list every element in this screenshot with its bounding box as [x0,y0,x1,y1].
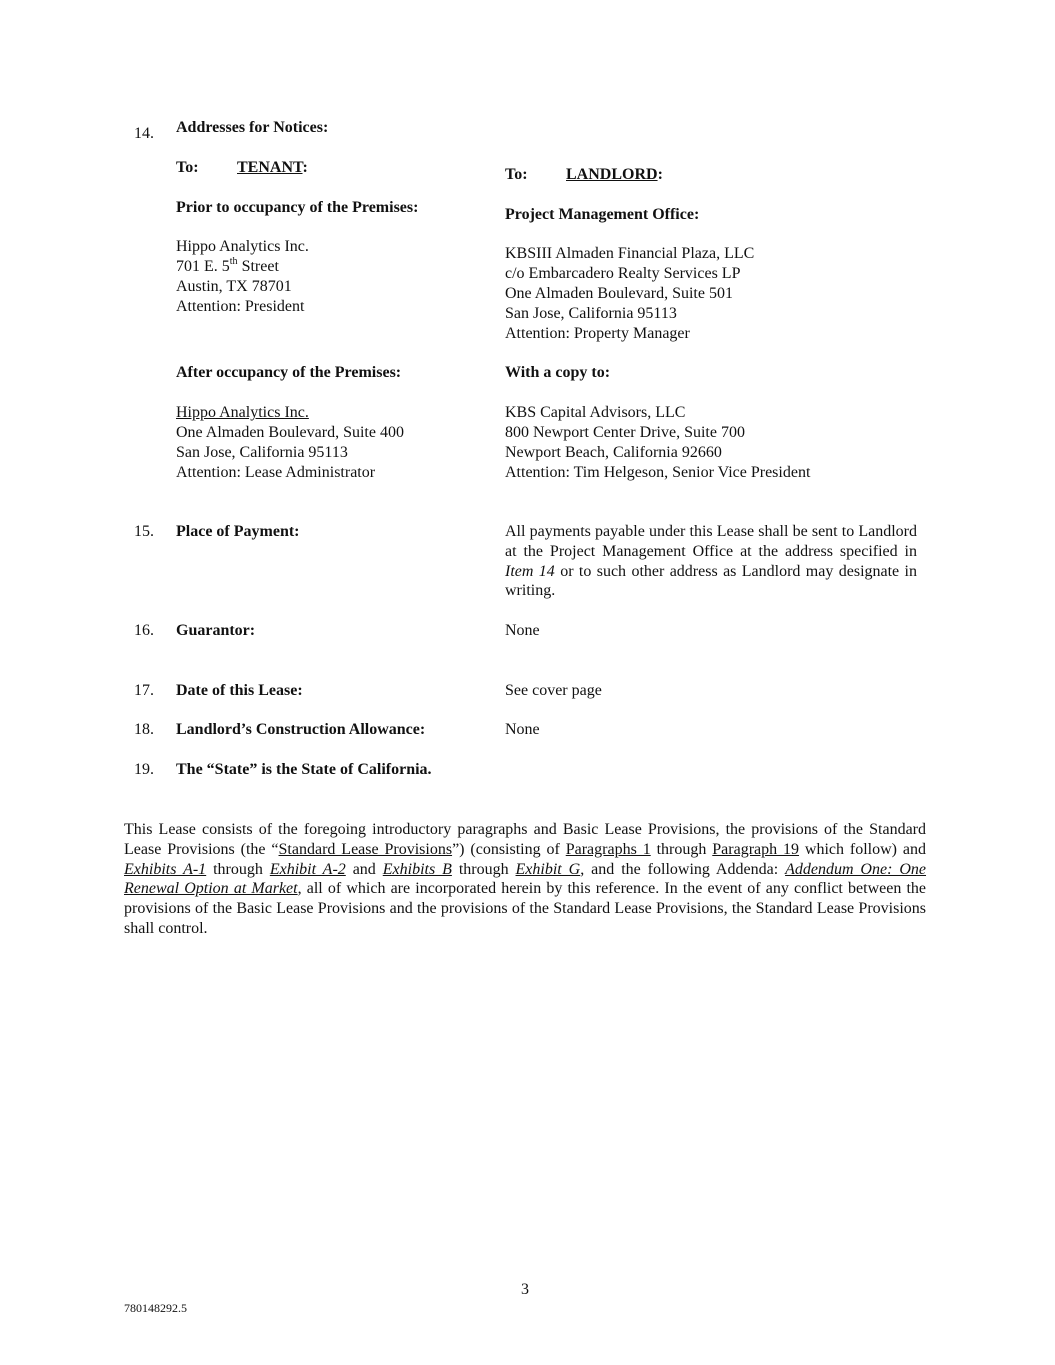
landlord-copy-heading: With a copy to: [505,364,611,381]
item-17-heading: Date of this Lease: [176,682,303,699]
tenant-prior-heading: Prior to occupancy of the Premises: [176,199,419,216]
landlord-pmo-heading: Project Management Office: [505,206,700,223]
page-number: 3 [521,1281,529,1298]
landlord-pmo-address: KBSIII Almaden Financial Plaza, LLC c/o Embarcadero Realty Services LP One Almaden Boulevard, Suite 501 San Jose, California 95113 Attention: Property Manager [505,245,755,342]
item-16-number: 16. [134,622,154,639]
item-15-heading: Place of Payment: [176,523,300,540]
landlord-copy-address: KBS Capital Advisors, LLC 800 Newport Center Drive, Suite 700 Newport Beach, California 92660 Attention: Tim Helgeson, Senior Vice President [505,404,811,481]
item-18-number: 18. [134,721,154,738]
landlord-heading: LANDLORD: [566,166,663,183]
tenant-prior-address: Hippo Analytics Inc. 701 E. 5th Street Austin, TX 78701 Attention: President [176,238,309,315]
closing-paragraph: This Lease consists of the foregoing introductory paragraphs and Basic Lease Provisions, the provisions of the Standard Lease Provisions (the “Standard Lease Provisions”) (consisting of Paragraphs 1 through Paragraph 19 which follow) and Exhibits A-1 through Exhibit A-2 and Exhibits B through Exhibit G, and the following Addenda: Addendum One: One Renewal Option at Market, all of which are incorporated herein by this reference. In the event of any conflict between the provisions of the Basic Lease Provisions and the provisions of the Standard Lease Provisions, the Standard Lease Provisions shall control. [124,821,927,937]
item-17-number: 17. [134,682,154,699]
item-14-number: 14. [134,125,154,142]
landlord-to-label: To: [505,166,528,183]
tenant-to-label: To: [176,159,199,176]
document-id: 780148292.5 [124,1301,187,1315]
item-16-heading: Guarantor: [176,622,256,639]
item-18-heading: Landlord’s Construction Allowance: [176,721,426,738]
construction-allowance-value: None [505,721,540,738]
item-19-number: 19. [134,761,154,778]
item-14-heading: Addresses for Notices: [176,119,329,136]
tenant-after-heading: After occupancy of the Premises: [176,364,402,381]
tenant-after-address: Hippo Analytics Inc. One Almaden Boulevard, Suite 400 San Jose, California 95113 Attention: Lease Administrator [176,404,404,481]
item-15-number: 15. [134,523,154,540]
payment-text: All payments payable under this Lease shall be sent to Landlord at the Project Management Office at the address specified in Item 14 or to such other address as Landlord may designate in writing. [505,523,917,600]
lease-date-value: See cover page [505,682,602,699]
item-19-heading: The “State” is the State of California. [176,761,432,778]
guarantor-value: None [505,622,540,639]
tenant-heading: TENANT: [237,159,308,176]
